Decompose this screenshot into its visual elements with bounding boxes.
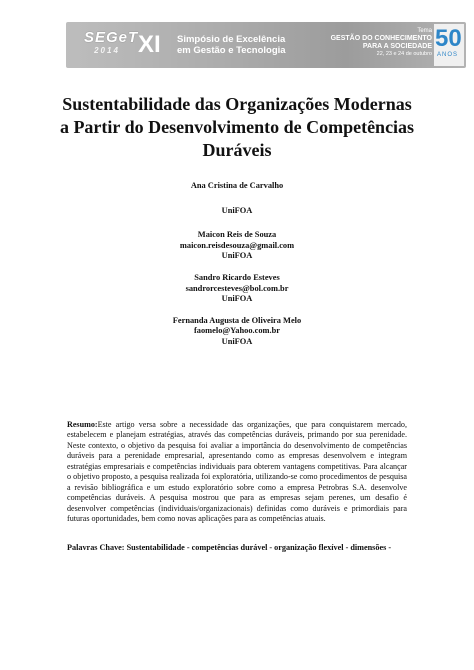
author-email: maicon.reisdesouza@gmail.com xyxy=(179,240,295,250)
paper-title-line3: Duráveis xyxy=(202,140,272,160)
seget-logo-year: 2014 xyxy=(94,46,120,55)
author-name: Fernanda Augusta de Oliveira Melo xyxy=(172,315,302,325)
abstract-label: Resumo: xyxy=(67,420,98,429)
abstract xyxy=(67,420,407,525)
author-name: Ana Cristina de Carvalho xyxy=(190,181,284,190)
edition-number: XI xyxy=(138,31,161,58)
anniversary-number: 50 xyxy=(435,25,462,52)
abstract-line: o objetivo proposto, a pesquisa realizada foi exploratória, utilizando-se como procedimentos de pesquisa xyxy=(67,472,407,482)
paper-title-line2: a Partir do Desenvolvimento de Competências xyxy=(59,117,415,137)
author-email: faomelo@Yahoo.com.br xyxy=(194,326,280,336)
seget-logo xyxy=(84,29,139,56)
symposium-name xyxy=(177,34,287,56)
symposium-name-line2: em Gestão e Tecnologia xyxy=(177,45,286,56)
abstract-line: estabelecem e planejam estratégias, através das competências duráveis, primando por sua perenidade. xyxy=(67,430,407,440)
theme-line1: GESTÃO DO CONHECIMENTO xyxy=(330,35,432,42)
abstract-line: Neste contexto, o objetivo da pesquisa foi avaliar a importância do desenvolvimento de competências xyxy=(67,440,407,450)
abstract-line: desenvolver competências (individuais/organizacionais) definidas como duráveis e primordiais para xyxy=(67,503,407,513)
author-email: sandrorcesteves@bol.com.br xyxy=(185,283,289,293)
conference-theme xyxy=(282,28,432,58)
abstract-line: estratégias empresariais e competências individuais para obterem vantagens competitivas. Para alcançar xyxy=(67,461,407,471)
paper-title xyxy=(40,93,434,162)
keywords: Palavras Chave: Sustentabilidade - competências durável - organização flexível - dimensões - xyxy=(67,543,392,552)
abstract-line: competências duráveis. A pesquisa mostrou que para as empresas sejam perenes, um desafio é xyxy=(67,493,407,503)
author-affiliation: UniFOA xyxy=(221,336,253,346)
author-affiliation: UniFOA xyxy=(221,294,253,304)
theme-line2: PARA A SOCIEDADE xyxy=(362,43,432,50)
conference-banner xyxy=(66,22,466,68)
conference-dates: 22, 23 e 24 de outubro xyxy=(376,51,432,57)
author-affiliation: UniFOA xyxy=(221,251,253,261)
seget-logo-name: SEGeT xyxy=(84,29,139,46)
symposium-name-line1: Simpósio de Excelência xyxy=(177,34,286,45)
abstract-line: duráveis para a perenidade empresarial, apresentando como as empresas desenvolvem e integram xyxy=(67,451,407,461)
anniversary-label: ANOS xyxy=(437,52,459,58)
anniversary-logo xyxy=(434,24,464,66)
abstract-line: Este artigo versa sobre a necessidade das organizações, que para conquistarem mercado, xyxy=(97,420,407,429)
author-affiliation: UniFOA xyxy=(221,205,253,215)
theme-label: Tema xyxy=(417,28,432,34)
abstract-line: a revisão bibliográfica e um estudo exploratório sobre como a empresa Petrobras S.A. desenvolve xyxy=(67,482,407,492)
author-name: Maicon Reis de Souza xyxy=(197,230,277,240)
abstract-line: futuras oportunidades, bem como novas aplicações para as competências atuais. xyxy=(67,514,326,524)
author-name: Sandro Ricardo Esteves xyxy=(194,272,280,282)
author-list xyxy=(60,181,414,348)
paper-title-line1: Sustentabilidade das Organizações Modernas xyxy=(62,94,412,114)
